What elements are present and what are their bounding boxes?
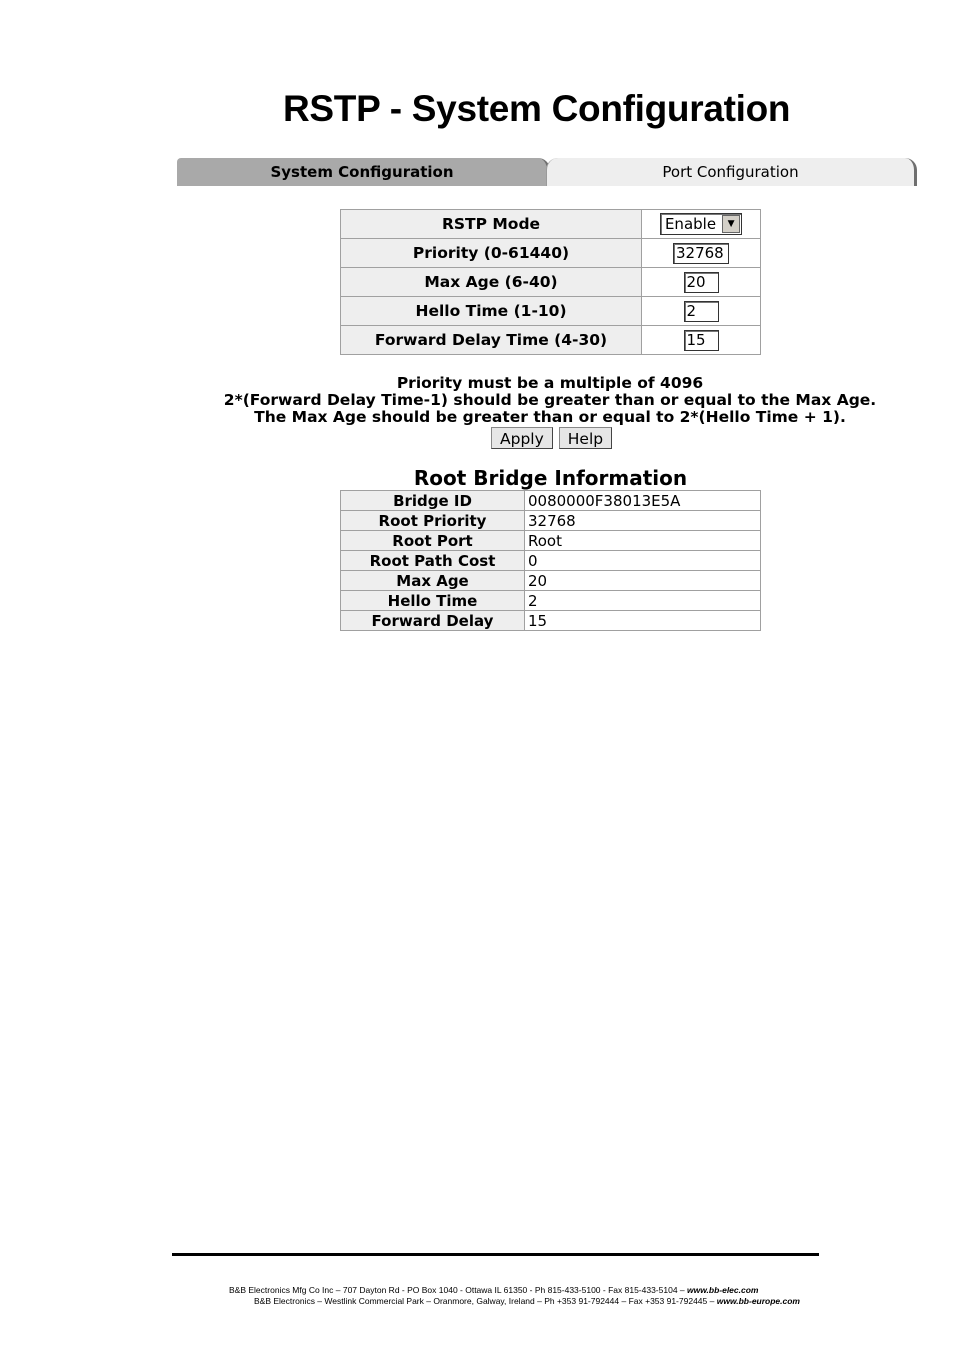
note-forward-delay: 2*(Forward Delay Time-1) should be greater than or equal to the Max Age. xyxy=(223,391,877,409)
footer-us-text: B&B Electronics Mfg Co Inc – 707 Dayton Rd - PO Box 1040 - Ottawa IL 61350 - Ph 815-433-5100 - Fax 815-433-5104 – xyxy=(229,1285,687,1295)
hello-time-info-label: Hello Time xyxy=(341,591,525,611)
rstp-config-table xyxy=(340,209,761,355)
footer-divider xyxy=(172,1253,819,1256)
tab-bar xyxy=(177,158,919,187)
hello-time-input[interactable]: 2 xyxy=(684,301,719,322)
root-bridge-title: Root Bridge Information xyxy=(413,466,688,490)
max-age-label: Max Age (6-40) xyxy=(341,268,642,297)
tab-port-configuration[interactable] xyxy=(546,158,917,186)
priority-label: Priority (0-61440) xyxy=(341,239,642,268)
table-row xyxy=(341,297,761,326)
root-bridge-table xyxy=(340,490,761,631)
table-row xyxy=(341,611,761,631)
note-priority: Priority must be a multiple of 4096 xyxy=(396,374,704,392)
root-port-value: Root xyxy=(525,531,761,551)
forward-delay-info-label: Forward Delay xyxy=(341,611,525,631)
config-notes xyxy=(177,375,923,426)
root-path-cost-value: 0 xyxy=(525,551,761,571)
tab-system-configuration[interactable] xyxy=(177,158,550,186)
footer-line-us xyxy=(229,1285,758,1295)
max-age-info-label: Max Age xyxy=(341,571,525,591)
footer-us-link[interactable]: www.bb-elec.com xyxy=(687,1285,759,1295)
hello-time-label: Hello Time (1-10) xyxy=(341,297,642,326)
action-buttons xyxy=(491,427,612,449)
max-age-info-value: 20 xyxy=(525,571,761,591)
note-max-age: The Max Age should be greater than or equal to 2*(Hello Time + 1). xyxy=(254,408,846,426)
page-title: RSTP - System Configuration xyxy=(283,88,791,129)
table-row xyxy=(341,531,761,551)
table-row xyxy=(341,511,761,531)
rstp-mode-select[interactable] xyxy=(660,213,742,235)
table-row xyxy=(341,268,761,297)
footer-europe-link[interactable]: www.bb-europe.com xyxy=(716,1296,800,1306)
bridge-id-value: 0080000F38013E5A xyxy=(525,491,761,511)
table-row xyxy=(341,239,761,268)
apply-button[interactable]: Apply xyxy=(491,427,553,449)
root-path-cost-label: Root Path Cost xyxy=(341,551,525,571)
forward-delay-label: Forward Delay Time (4-30) xyxy=(341,326,642,355)
rstp-mode-label: RSTP Mode xyxy=(341,210,642,239)
root-priority-label: Root Priority xyxy=(341,511,525,531)
help-button[interactable]: Help xyxy=(559,427,612,449)
table-row xyxy=(341,591,761,611)
hello-time-info-value: 2 xyxy=(525,591,761,611)
forward-delay-input[interactable]: 15 xyxy=(684,330,719,351)
tab-system-label: System Configuration xyxy=(270,163,454,181)
table-row xyxy=(341,326,761,355)
chevron-down-icon[interactable]: ▼ xyxy=(722,215,740,233)
priority-input[interactable]: 32768 xyxy=(673,243,729,264)
table-row xyxy=(341,571,761,591)
footer-line-europe xyxy=(254,1296,800,1306)
footer-europe-text: B&B Electronics – Westlink Commercial Park – Oranmore, Galway, Ireland – Ph +353 91-792444 – Fax +353 91-792445 – xyxy=(254,1296,717,1306)
table-row xyxy=(341,491,761,511)
root-priority-value: 32768 xyxy=(525,511,761,531)
table-row xyxy=(341,551,761,571)
forward-delay-info-value: 15 xyxy=(525,611,761,631)
bridge-id-label: Bridge ID xyxy=(341,491,525,511)
rstp-mode-value: Enable xyxy=(664,215,717,233)
max-age-input[interactable]: 20 xyxy=(684,272,719,293)
table-row xyxy=(341,210,761,239)
tab-port-label: Port Configuration xyxy=(662,163,799,181)
root-port-label: Root Port xyxy=(341,531,525,551)
